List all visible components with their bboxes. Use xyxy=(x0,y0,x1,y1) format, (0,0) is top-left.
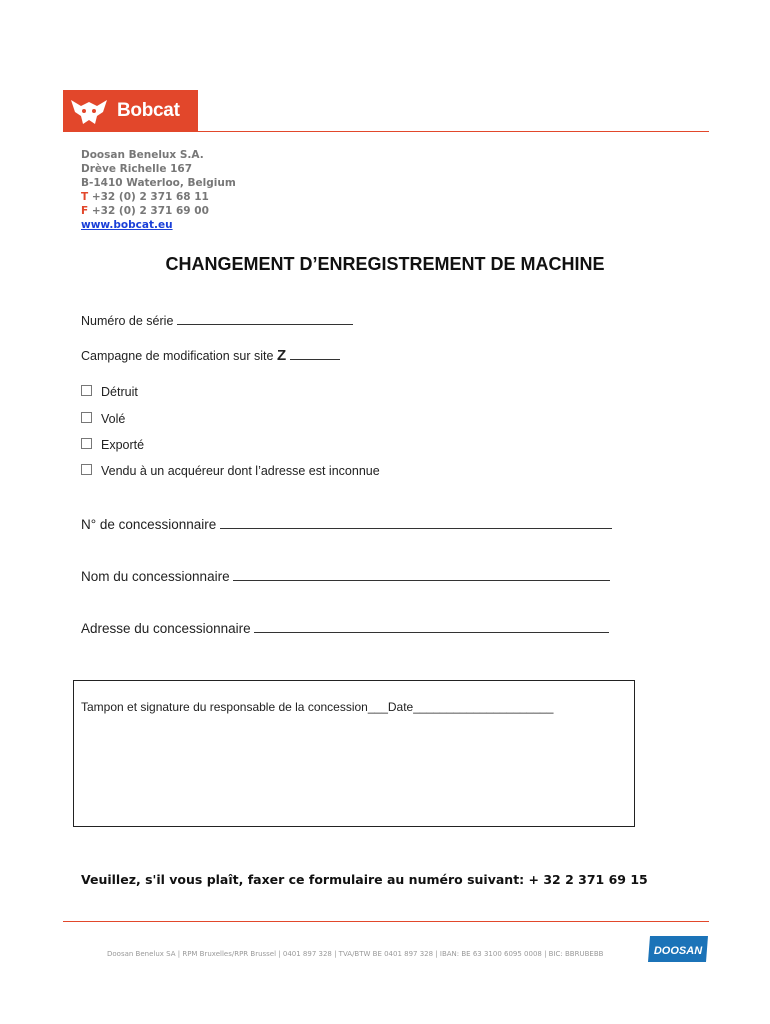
checkbox[interactable] xyxy=(81,464,92,475)
website-link[interactable]: www.bobcat.eu xyxy=(81,219,173,231)
checkbox[interactable] xyxy=(81,412,92,423)
option-label: Vendu à un acquéreur dont l’adresse est inconnue xyxy=(101,464,380,478)
bobcat-logo xyxy=(63,90,198,132)
fax-number: +32 (0) 2 371 69 00 xyxy=(91,205,209,217)
option-stolen[interactable] xyxy=(81,412,125,426)
dealer-name-label: Nom du concessionnaire xyxy=(81,569,230,584)
dealer-address-label: Adresse du concessionnaire xyxy=(81,621,251,636)
company-address xyxy=(81,148,236,232)
option-label: Détruit xyxy=(101,385,138,399)
dealer-address-row xyxy=(81,620,609,636)
serial-number-field[interactable] xyxy=(177,312,353,325)
company-street: Drève Richelle 167 xyxy=(81,163,193,175)
dealer-number-row xyxy=(81,516,612,532)
doosan-logo-text: DOOSAN xyxy=(653,945,703,957)
fax-label: F xyxy=(81,205,89,217)
option-label: Exporté xyxy=(101,438,145,452)
serial-number-row xyxy=(81,312,353,328)
campaign-row xyxy=(81,347,340,364)
company-name: Doosan Benelux S.A. xyxy=(81,149,204,161)
footer-rule xyxy=(63,921,709,922)
campaign-label: Campagne de modification sur site xyxy=(81,349,274,363)
phone-label: T xyxy=(81,191,89,203)
logo-text: Bobcat xyxy=(117,100,180,121)
option-destroyed[interactable] xyxy=(81,385,138,399)
footer-legal-text: Doosan Benelux SA | RPM Bruxelles/RPR Brussel | 0401 897 328 | TVA/BTW BE 0401 897 328 | IBAN: BE 63 3100 6095 0008 | BIC: BBRUBEBB xyxy=(107,950,604,958)
doosan-logo xyxy=(646,934,710,964)
option-sold-unknown[interactable] xyxy=(81,464,380,478)
page-title: CHANGEMENT D’ENREGISTREMENT DE MACHINE xyxy=(165,254,605,274)
campaign-letter: Z xyxy=(276,347,287,364)
phone-number: +32 (0) 2 371 68 11 xyxy=(91,191,209,203)
stamp-label: Tampon et signature du responsable de la concession___Date_____________________ xyxy=(81,700,554,714)
stamp-signature-box[interactable] xyxy=(73,680,635,827)
company-phone xyxy=(81,190,236,204)
company-city: B-1410 Waterloo, Belgium xyxy=(81,177,236,189)
dealer-address-field[interactable] xyxy=(254,620,609,633)
fax-instruction: Veuillez, s'il vous plaît, faxer ce formulaire au numéro suivant: + 32 2 371 69 15 xyxy=(81,872,648,887)
bobcat-head-icon xyxy=(67,94,111,128)
serial-number-label: Numéro de série xyxy=(81,314,174,328)
option-label: Volé xyxy=(101,412,126,426)
dealer-number-field[interactable] xyxy=(220,516,612,529)
header-rule xyxy=(198,131,709,132)
company-fax xyxy=(81,204,236,218)
dealer-name-field[interactable] xyxy=(233,568,610,581)
option-exported[interactable] xyxy=(81,438,144,452)
dealer-number-label: N° de concessionnaire xyxy=(81,517,217,532)
checkbox[interactable] xyxy=(81,438,92,449)
checkbox[interactable] xyxy=(81,385,92,396)
campaign-field[interactable] xyxy=(290,347,340,360)
dealer-name-row xyxy=(81,568,610,584)
